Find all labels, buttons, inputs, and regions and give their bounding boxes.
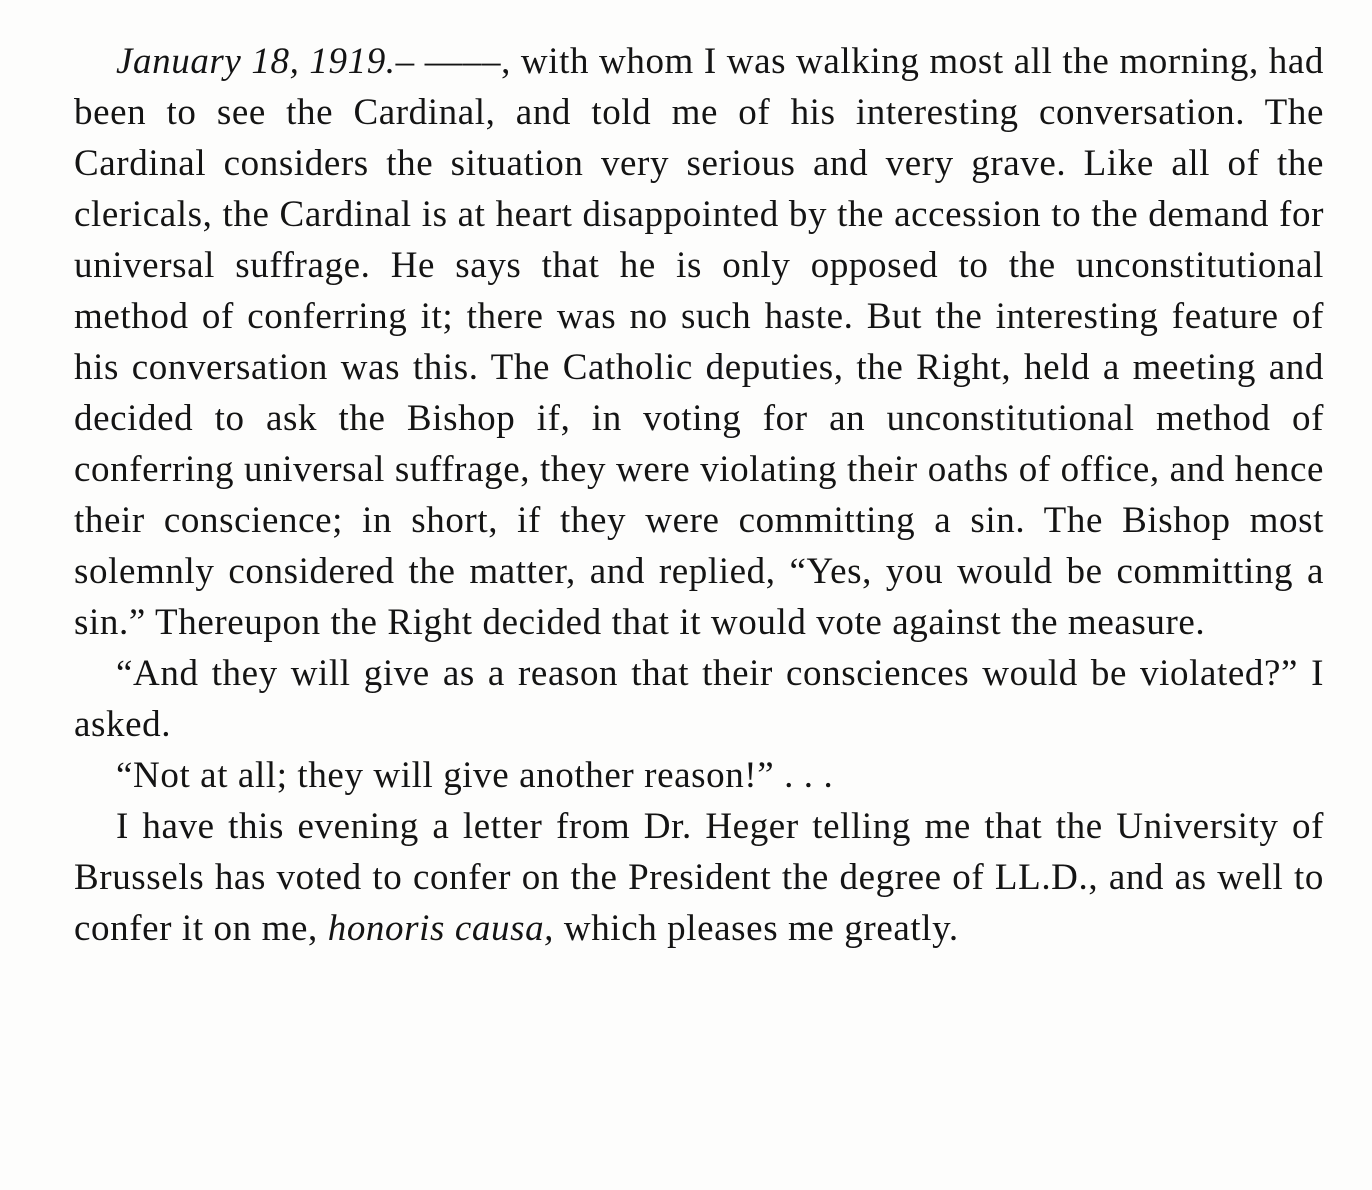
paragraph-3-text: “Not at all; they will give another reason!” . . . bbox=[116, 755, 834, 796]
entry-date: January 18, 1919. bbox=[116, 41, 396, 82]
paragraph-1 bbox=[74, 36, 1324, 648]
paragraph-4-text-end: which pleases me greatly. bbox=[563, 908, 959, 949]
paragraph-4 bbox=[74, 801, 1324, 954]
paragraph-2 bbox=[74, 648, 1324, 750]
paragraph-4-italic-phrase: honoris causa, bbox=[327, 908, 555, 949]
paragraph-4-text-start: I have this evening a letter from Dr. Heger telling me that the University of Brussels has voted to confer on the President the degree of LL.D., and as well to confer it on me, bbox=[74, 806, 1324, 949]
date-dash: – ––––, bbox=[395, 41, 511, 82]
paragraph-1-text: with whom I was walking most all the morning, had been to see the Cardinal, and told me of his interesting conversation. The Cardinal considers the situation very serious and very grave. Like all of the clericals, the Cardinal is at heart disappointed by the accession to the demand for universal suffrage. He says that he is only opposed to the unconstitutional method of conferring it; there was no such haste. But the interesting feature of his conversation was this. The Catholic deputies, the Right, held a meeting and decided to ask the Bishop if, in voting for an unconstitutional method of conferring universal suffrage, they were violating their oaths of office, and hence their conscience; in short, if they were committing a sin. The Bishop most solemnly considered the matter, and replied, “Yes, you would be committing a sin.” Thereupon the Right decided that it would vote against the measure. bbox=[74, 41, 1324, 643]
paragraph-2-text: “And they will give as a reason that their consciences would be violated?” I asked. bbox=[74, 653, 1324, 745]
paragraph-3 bbox=[74, 750, 1324, 801]
